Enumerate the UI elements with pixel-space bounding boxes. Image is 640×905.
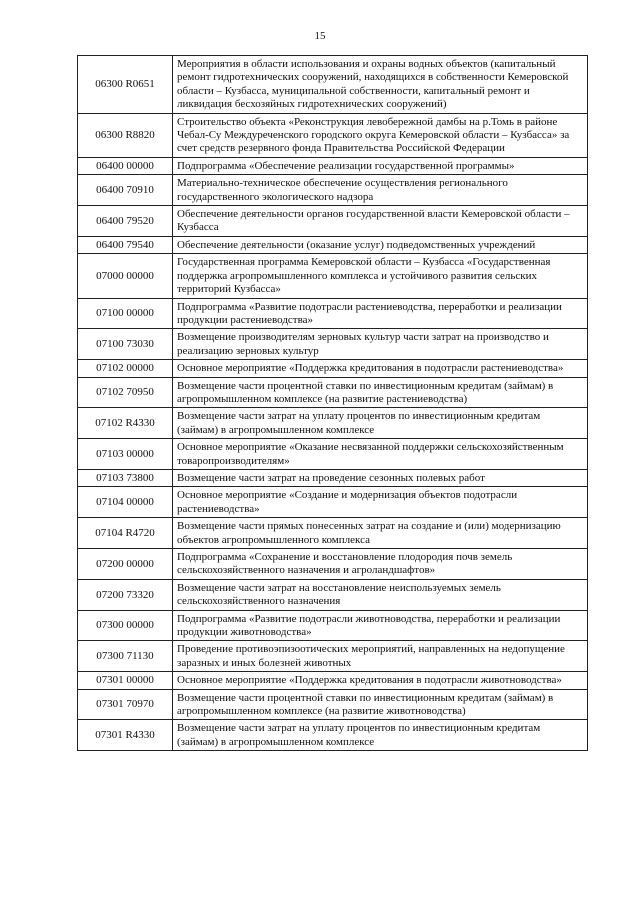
row-code: 07104 00000: [78, 487, 173, 518]
table-row: [78, 610, 588, 641]
row-code: 07103 00000: [78, 439, 173, 470]
row-description: Возмещение части прямых понесенных затрат на создание и (или) модернизацию объектов агропромышленного комплекса: [173, 518, 588, 549]
row-code: 07102 R4330: [78, 408, 173, 439]
row-description: Мероприятия в области использования и охраны водных объектов (капитальный ремонт гидротехнических сооружений, находящихся в собственности Кемеровской области – Кузбасса, муниципальной собственности, капитальный ремонт и ликвидация бесхозяйных гидротехнических сооружений): [173, 56, 588, 114]
row-description: Проведение противоэпизоотических мероприятий, направленных на недопущение заразных и иных болезней животных: [173, 641, 588, 672]
table-row: [78, 360, 588, 377]
row-code: 07103 73800: [78, 469, 173, 486]
row-description: Обеспечение деятельности органов государственной власти Кемеровской области – Кузбасса: [173, 206, 588, 237]
row-code: 07100 00000: [78, 298, 173, 329]
row-code: 07104 R4720: [78, 518, 173, 549]
row-code: 06400 00000: [78, 157, 173, 174]
row-description: Материально-техническое обеспечение осуществления регионального государственного экологического надзора: [173, 175, 588, 206]
table-row: [78, 641, 588, 672]
row-code: 06400 79520: [78, 206, 173, 237]
row-code: 07100 73030: [78, 329, 173, 360]
row-description: Возмещение части процентной ставки по инвестиционным кредитам (займам) в агропромышленном комплексе (на развитие растениеводства): [173, 377, 588, 408]
row-description: Возмещение производителям зерновых культур части затрат на производство и реализацию зерновых культур: [173, 329, 588, 360]
table-row: [78, 469, 588, 486]
row-code: 07102 00000: [78, 360, 173, 377]
table-row: [78, 579, 588, 610]
row-description: Основное мероприятие «Поддержка кредитования в подотрасли растениеводства»: [173, 360, 588, 377]
row-description: Подпрограмма «Развитие подотрасли растениеводства, переработки и реализации продукции растениеводства»: [173, 298, 588, 329]
row-description: Возмещение части затрат на восстановление неиспользуемых земель сельскохозяйственного назначения: [173, 579, 588, 610]
table-row: [78, 298, 588, 329]
table-row: [78, 439, 588, 470]
row-description: Подпрограмма «Обеспечение реализации государственной программы»: [173, 157, 588, 174]
row-description: Основное мероприятие «Поддержка кредитования в подотрасли животноводства»: [173, 672, 588, 689]
table-row: [78, 157, 588, 174]
row-code: 06300 R8820: [78, 113, 173, 157]
table-body: [78, 56, 588, 751]
row-description: Подпрограмма «Развитие подотрасли животноводства, переработки и реализации продукции животноводства»: [173, 610, 588, 641]
row-description: Возмещение части затрат на уплату процентов по инвестиционным кредитам (займам) в агропромышленном комплексе: [173, 720, 588, 751]
row-code: 07300 00000: [78, 610, 173, 641]
row-code: 07301 R4330: [78, 720, 173, 751]
row-description: Возмещение части процентной ставки по инвестиционным кредитам (займам) в агропромышленном комплексе (на развитие животноводства): [173, 689, 588, 720]
table-row: [78, 408, 588, 439]
row-code: 07301 70970: [78, 689, 173, 720]
row-code: 06400 79540: [78, 236, 173, 253]
row-code: 07301 00000: [78, 672, 173, 689]
row-description: Подпрограмма «Сохранение и восстановление плодородия почв земель сельскохозяйственного назначения и агроландшафтов»: [173, 549, 588, 580]
row-code: 07102 70950: [78, 377, 173, 408]
row-description: Основное мероприятие «Оказание несвязанной поддержки сельскохозяйственным товаропроизводителям»: [173, 439, 588, 470]
table-row: [78, 487, 588, 518]
row-code: 06400 70910: [78, 175, 173, 206]
table-row: [78, 175, 588, 206]
row-description: Государственная программа Кемеровской области – Кузбасса «Государственная поддержка агропромышленного комплекса и устойчивого развития сельских территорий Кузбасса»: [173, 254, 588, 298]
table-row: [78, 549, 588, 580]
row-description: Возмещение части затрат на проведение сезонных полевых работ: [173, 469, 588, 486]
row-code: 07200 00000: [78, 549, 173, 580]
table-row: [78, 56, 588, 114]
row-code: 07200 73320: [78, 579, 173, 610]
table-row: [78, 254, 588, 298]
table-row: [78, 518, 588, 549]
table-row: [78, 113, 588, 157]
budget-classification-table: [77, 55, 588, 751]
table-row: [78, 236, 588, 253]
table-row: [78, 672, 588, 689]
row-code: 07000 00000: [78, 254, 173, 298]
table-row: [78, 689, 588, 720]
page-number: 15: [314, 30, 326, 42]
row-description: Обеспечение деятельности (оказание услуг) подведомственных учреждений: [173, 236, 588, 253]
row-description: Основное мероприятие «Создание и модернизация объектов подотрасли растениеводства»: [173, 487, 588, 518]
table-row: [78, 377, 588, 408]
row-code: 07300 71130: [78, 641, 173, 672]
table-row: [78, 720, 588, 751]
row-code: 06300 R0651: [78, 56, 173, 114]
table-row: [78, 206, 588, 237]
table-row: [78, 329, 588, 360]
row-description: Возмещение части затрат на уплату процентов по инвестиционным кредитам (займам) в агропромышленном комплексе: [173, 408, 588, 439]
row-description: Строительство объекта «Реконструкция левобережной дамбы на р.Томь в районе Чебал-Су Междуреченского городского округа Кемеровской области – Кузбасса» за счет средств резервного фонда Правительства Российской Федерации: [173, 113, 588, 157]
